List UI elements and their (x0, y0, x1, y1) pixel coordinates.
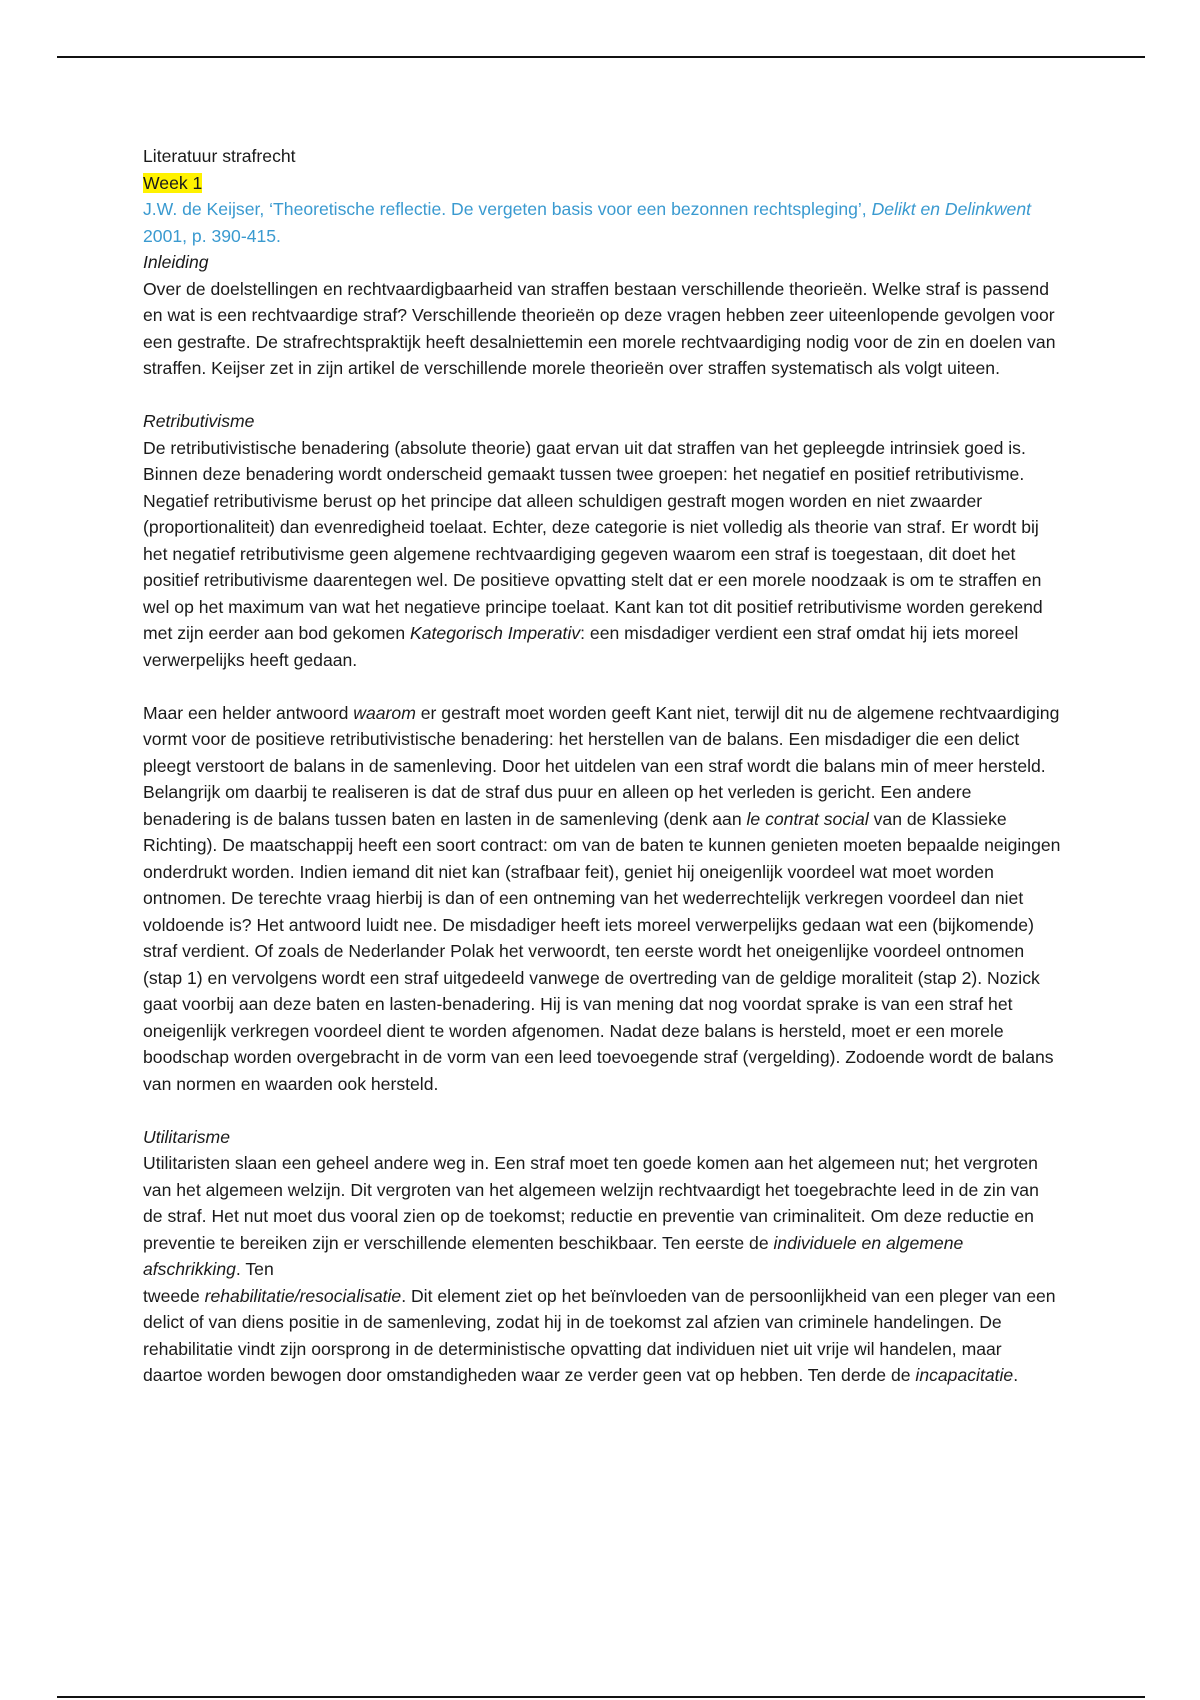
document-title: Literatuur strafrecht (143, 146, 296, 166)
text-run: . Dit element ziet op het beïnvloeden van de persoonlijkheid van een pleger van een delict of van diens positie in de samenleving, zodat hij in de toekomst zal afzien van criminele handelingen. De rehabilitatie vindt zijn oorsprong in de deterministische opvatting dat individuen niet uit vrije wil handelen, maar daartoe worden bewogen door omstandigheden waar ze verder geen vat op hebben. Ten derde de (143, 1285, 1056, 1385)
text-italic: Kategorisch Imperativ (410, 623, 581, 643)
citation-author-title: J.W. de Keijser, ‘Theoretische reflectie. De vergeten basis voor een bezonnen rechtspleging’, (143, 199, 872, 219)
citation-year-pages: 2001, p. 390-415. (143, 225, 281, 246)
text-italic: individuele en algemene afschrikking (143, 1232, 964, 1279)
week-highlight: Week 1 (143, 172, 203, 193)
text-run: tweede (143, 1285, 205, 1306)
text-run: : een misdadiger verdient een straf omdat hij iets moreel verwerpelijks heeft gedaan. (143, 623, 1019, 670)
text-italic: le contrat social (746, 808, 869, 829)
document-body (143, 143, 1063, 1389)
heading-retributivisme: Retributivisme (143, 411, 255, 431)
text-run: . Ten (235, 1259, 274, 1279)
text-italic: incapacitatie (915, 1365, 1014, 1385)
text-run: . (1013, 1365, 1019, 1385)
paragraph-retributivisme-1 (143, 435, 1063, 674)
text-italic: waarom (353, 702, 416, 723)
citation-journal: Delikt en Delinkwent (871, 199, 1031, 219)
paragraph-inleiding: Over de doelstellingen en rechtvaardigbaarheid van straffen bestaan verschillende theorieën. Welke straf is passend en wat is een rechtvaardige straf? Verschillende theorieën op deze vragen hebben zeer uiteenlopende gevolgen voor een gestrafte. De strafrechtspraktijk heeft desalniettemin een morele rechtvaardiging nodig voor de zin en doelen van straffen. Keijser zet in zijn artikel de verschillende morele theorieën over straffen systematisch als volgt uiteen. (143, 278, 1056, 378)
top-rule (57, 56, 1145, 58)
week-label (143, 170, 1063, 197)
citation (143, 196, 1063, 249)
text-italic: rehabilitatie/resocialisatie (204, 1285, 402, 1306)
spacer (143, 1097, 1063, 1124)
paragraph-retributivisme-2 (143, 700, 1063, 1098)
bottom-rule (57, 1696, 1145, 1698)
heading-utilitarisme: Utilitarisme (143, 1126, 230, 1147)
paragraph-utilitarisme-2 (143, 1283, 1063, 1389)
text-run: er gestraft moet worden geeft Kant niet, terwijl dit nu de algemene rechtvaardiging vormt voor de positieve retributivistische benadering: het herstellen van de balans. Een misdadiger die een delict pleegt verstoort de balans in de samenleving. Door het uitdelen van een straf wordt die balans min of meer hersteld. Belangrijk om daarbij te realiseren is dat de straf dus puur en alleen op het verleden is gericht. Een andere benadering is de balans tussen baten en lasten in de samenleving (denk aan (143, 702, 1060, 829)
spacer (143, 382, 1063, 409)
text-run: van de Klassieke Richting). De maatschappij heeft een soort contract: om van de baten te kunnen genieten moeten bepaalde neigingen onderdrukt worden. Indien iemand dit niet kan (strafbaar feit), geniet hij oneigenlijk voordeel wat moet worden ontnomen. De terechte vraag hierbij is dan of een ontneming van het wederrechtelijk verkregen voordeel dan niet voldoende is? Het antwoord luidt nee. De misdadiger heeft iets moreel verwerpelijks gedaan wat een (bijkomende) straf verdient. Of zoals de Nederlander Polak het verwoordt, ten eerste wordt het oneigenlijke voordeel ontnomen (stap 1) en vervolgens wordt een straf uitgedeeld vanwege de overtreding van de geldige moraliteit (stap 2). Nozick gaat voorbij aan deze baten en lasten-benadering. Hij is van mening dat nog voordat sprake is van een straf het oneigenlijk verkregen voordeel dient te worden afgenomen. Nadat deze balans is hersteld, moet er een morele boodschap worden overgebracht in de vorm van een leed toevoegende straf (vergelding). Zodoende wordt de balans van normen en waarden ook hersteld. (143, 808, 1061, 1094)
heading-inleiding: Inleiding (143, 252, 209, 272)
spacer (143, 673, 1063, 700)
text-run: De retributivistische benadering (absolute theorie) gaat ervan uit dat straffen van het gepleegde intrinsiek goed is. Binnen deze benadering wordt onderscheid gemaakt tussen twee groepen: het negatief en positief retributivisme. Negatief retributivisme berust op het principe dat alleen schuldigen gestraft mogen worden en niet zwaarder (proportionaliteit) dan evenredigheid toelaat. Echter, deze categorie is niet volledig als theorie van straf. Er wordt bij het negatief retributivisme geen algemene rechtvaardiging gegeven waarom een straf is toegestaan, dit doet het positief retributivisme daarentegen wel. De positieve opvatting stelt dat er een morele noodzaak is om te straffen en wel op het maximum van wat het negatieve principe toelaat. Kant kan tot dit positief retributivisme worden gerekend met zijn eerder aan bod gekomen (143, 437, 1043, 643)
text-run: Maar een helder antwoord (143, 702, 354, 723)
text-run: Utilitaristen slaan een geheel andere weg in. Een straf moet ten goede komen aan het algemeen nut; het vergroten van het algemeen welzijn. Dit vergroten van het algemeen welzijn rechtvaardigt het toegebrachte leed in de zin van de straf. Het nut moet dus vooral zien op de toekomst; reductie en preventie van criminaliteit. Om deze reductie en preventie te bereiken zijn er verschillende elementen beschikbaar. Ten eerste de (143, 1153, 1039, 1253)
paragraph-utilitarisme-1 (143, 1150, 1063, 1283)
